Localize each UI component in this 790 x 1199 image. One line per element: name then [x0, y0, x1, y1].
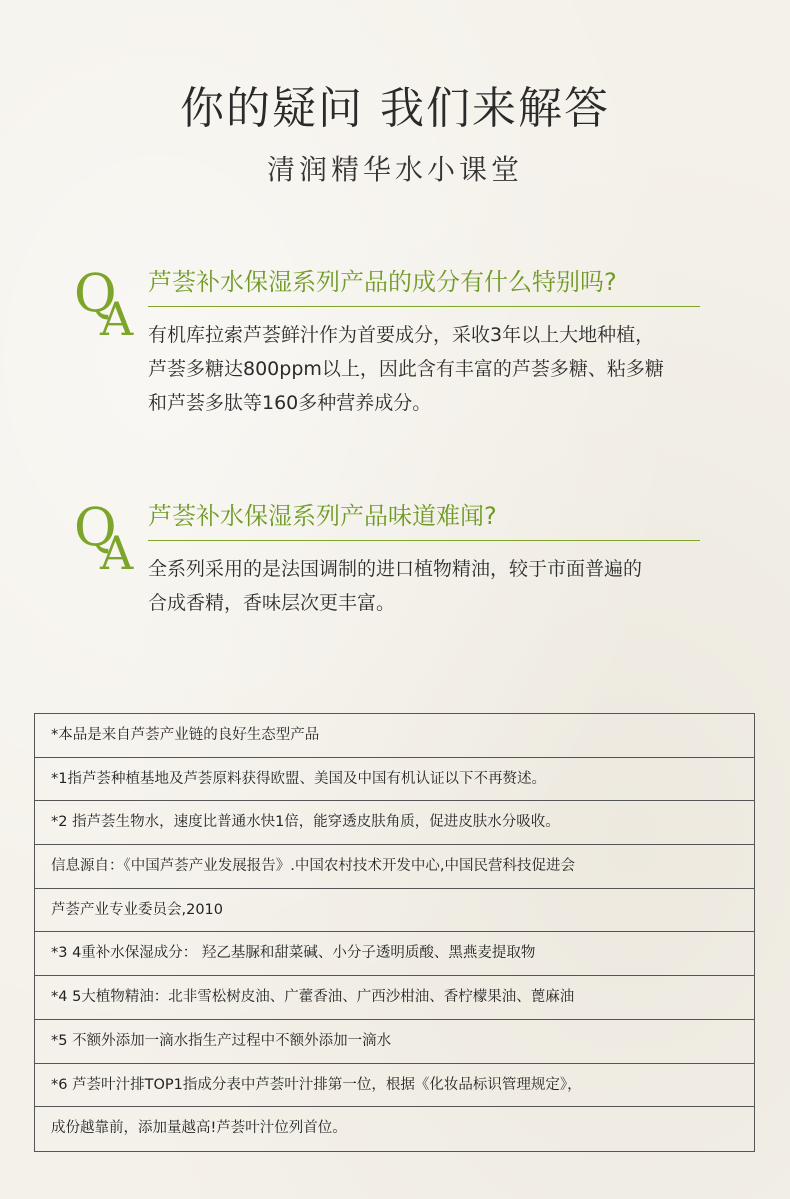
qa-item-scent [0, 496, 790, 636]
qa-answer [148, 552, 728, 620]
qa-answer-line: 全系列采用的是法国调制的进口植物精油，较于市面普遍的 [148, 558, 643, 580]
footnote-row: *本品是来自芦荟产业链的良好生态型产品 [35, 714, 754, 758]
qa-divider [148, 306, 700, 307]
qa-answer-line: 和芦荟多肽等160多种营养成分。 [148, 392, 432, 414]
footnote-row: *5 不额外添加一滴水指生产过程中不额外添加一滴水 [35, 1020, 754, 1064]
footnotes-table [34, 713, 755, 1152]
footnote-row: *3 4重补水保湿成分： 羟乙基脲和甜菜碱、小分子透明质酸、黑燕麦提取物 [35, 932, 754, 976]
footnote-row: *2 指芦荟生物水，速度比普通水快1倍，能穿透皮肤角质，促进皮肤水分吸收。 [35, 801, 754, 845]
qa-icon [72, 498, 142, 582]
footnote-row: 成份越靠前，添加量越高!芦荟叶汁位列首位。 [51, 1120, 347, 1137]
qa-answer-line: 芦荟多糖达800ppm以上，因此含有丰富的芦荟多糖、粘多糖 [148, 358, 664, 380]
footnote-row: 芦荟产业专业委员会,2010 [35, 889, 754, 933]
footnote-row: *4 5大植物精油：北非雪松树皮油、广藿香油、广西沙柑油、香柠檬果油、蓖麻油 [35, 976, 754, 1020]
footnote-row: 信息源自：《中国芦荟产业发展报告》.中国农村技术开发中心,中国民营科技促进会 [35, 845, 754, 889]
page-subtitle: 清润精华水小课堂 [266, 153, 523, 186]
qa-icon-a: A [100, 526, 134, 580]
qa-item-ingredients [0, 262, 790, 442]
qa-icon-q: Q [74, 498, 117, 558]
qa-icon [72, 264, 142, 348]
footnote-row: *6 芦荟叶汁排TOP1指成分表中芦荟叶汁排第一位，根据《化妆品标识管理规定》， [35, 1064, 754, 1108]
footnote-row: *1指芦荟种植基地及芦荟原料获得欧盟、美国及中国有机认证以下不再赘述。 [35, 758, 754, 802]
qa-icon-q: Q [74, 264, 117, 324]
qa-answer-line: 有机库拉索芦荟鲜汁作为首要成分，采收3年以上大地种植， [148, 324, 655, 346]
page-title: 你的疑问 我们来解答 [180, 83, 610, 134]
qa-question: 芦荟补水保湿系列产品味道难闻? [148, 502, 497, 530]
qa-divider [148, 540, 700, 541]
qa-question: 芦荟补水保湿系列产品的成分有什么特别吗? [148, 268, 617, 296]
qa-answer [148, 318, 728, 420]
qa-icon-a: A [100, 292, 134, 346]
qa-answer-line: 合成香精，香味层次更丰富。 [148, 592, 396, 614]
